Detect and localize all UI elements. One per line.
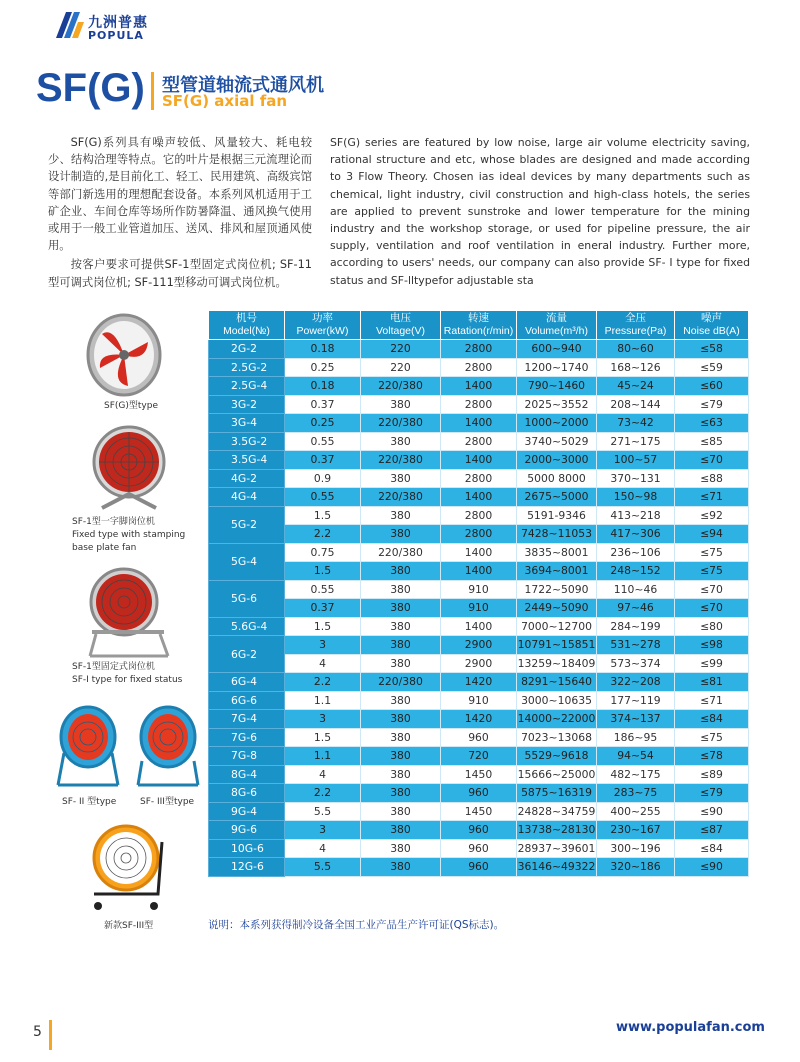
table-row <box>209 340 749 359</box>
model-cell: 12G-6 <box>209 858 285 877</box>
sf1-stamping-fan-image <box>88 424 170 510</box>
spec-table <box>208 310 749 877</box>
table-cell: 1420 <box>441 710 517 729</box>
model-cell: 5G-4 <box>209 543 285 580</box>
table-cell: 573~374 <box>597 654 675 673</box>
table-cell: 380 <box>361 506 441 525</box>
table-cell: 7428~11053 <box>517 525 597 544</box>
website-link[interactable]: www.populafan.com <box>616 1020 765 1035</box>
table-row <box>209 858 749 877</box>
table-row <box>209 691 749 710</box>
table-cell: 3000~10635 <box>517 691 597 710</box>
table-row <box>209 469 749 488</box>
sf2-fan-image <box>54 703 122 789</box>
table-cell: 24828~34759 <box>517 802 597 821</box>
intro-cn-paragraph-2: 按客户要求可提供SF-1型固定式岗位机; SF-11型可调式岗位机; SF-111型移动可调式岗位机。 <box>48 258 312 289</box>
table-row <box>209 543 749 562</box>
table-cell: 380 <box>361 469 441 488</box>
table-row <box>209 654 749 673</box>
table-cell: 220/380 <box>361 543 441 562</box>
table-cell: 380 <box>361 691 441 710</box>
table-cell: ≤99 <box>675 654 749 673</box>
table-cell: 2000~3000 <box>517 451 597 470</box>
table-cell: ≤80 <box>675 617 749 636</box>
table-cell: 2.2 <box>285 673 361 692</box>
logo-text-cn: 九洲普惠 <box>88 15 148 31</box>
table-cell: ≤84 <box>675 710 749 729</box>
table-cell: 2.2 <box>285 525 361 544</box>
sf1-stamping-caption-en-1: Fixed type with stamping <box>72 530 186 540</box>
table-cell: 380 <box>361 747 441 766</box>
table-cell: 3 <box>285 710 361 729</box>
table-cell: 2449~5090 <box>517 599 597 618</box>
table-cell: 300~196 <box>597 839 675 858</box>
table-cell: 2675~5000 <box>517 488 597 507</box>
sf1-fixed-caption-cn: SF-1型固定式岗位机 <box>72 662 155 672</box>
table-cell: 2.2 <box>285 784 361 803</box>
table-cell: 110~46 <box>597 580 675 599</box>
sf1-stamping-caption-cn: SF-1型一字脚岗位机 <box>72 517 155 527</box>
table-cell: 910 <box>441 580 517 599</box>
table-cell: 1400 <box>441 414 517 433</box>
table-cell: 220 <box>361 340 441 359</box>
table-cell: ≤70 <box>675 599 749 618</box>
header-noise: 噪声 Noise dB(A) <box>675 311 749 340</box>
table-cell: 168~126 <box>597 358 675 377</box>
table-cell: 1400 <box>441 377 517 396</box>
table-cell: 2800 <box>441 432 517 451</box>
table-cell: 0.55 <box>285 488 361 507</box>
table-cell: ≤90 <box>675 802 749 821</box>
table-row <box>209 636 749 655</box>
table-cell: 380 <box>361 525 441 544</box>
model-cell: 3G-4 <box>209 414 285 433</box>
model-cell: 8G-4 <box>209 765 285 784</box>
table-cell: ≤90 <box>675 858 749 877</box>
table-cell: ≤89 <box>675 765 749 784</box>
table-cell: 1400 <box>441 488 517 507</box>
table-cell: 380 <box>361 765 441 784</box>
table-cell: 220/380 <box>361 414 441 433</box>
table-row <box>209 451 749 470</box>
page-title-en: SF(G) axial fan <box>162 92 288 110</box>
table-cell: 5191-9346 <box>517 506 597 525</box>
sf2-caption: SF- II 型type <box>62 797 117 807</box>
table-cell: 320~186 <box>597 858 675 877</box>
table-row <box>209 710 749 729</box>
footer-divider <box>49 1020 52 1050</box>
intro-en: SF(G) series are featured by low noise, large air volume electricity saving, rational structure and etc, whose blades are designed and made according to 3 Flow Theory. Chosen ias ideal devices by many departments such as chemical, light industry, civil construction and high-class hotels, the series are applied to prevent sunstroke and lower temperature for the mining industry and the workshop storage, or used for pipeline pressure, the air supply, ventilation and roof ventilation in eneral industry. Further more, according to users' needs, our company can also provide SF- I type for fixed status and SF-lltypefor adjustable sta <box>330 136 750 287</box>
table-cell: 322~208 <box>597 673 675 692</box>
sf1-fixed-caption-en: SF-I type for fixed status <box>72 675 183 685</box>
table-cell: 5.5 <box>285 802 361 821</box>
table-cell: 13259~18409 <box>517 654 597 673</box>
table-cell: ≤63 <box>675 414 749 433</box>
table-cell: 960 <box>441 858 517 877</box>
table-cell: 2800 <box>441 358 517 377</box>
table-cell: 0.18 <box>285 340 361 359</box>
table-cell: 1.5 <box>285 506 361 525</box>
spec-table-container <box>208 310 748 877</box>
table-cell: 0.25 <box>285 414 361 433</box>
sf3-caption: SF- III型type <box>140 797 195 807</box>
table-cell: 380 <box>361 784 441 803</box>
model-cell: 5G-2 <box>209 506 285 543</box>
table-cell: 531~278 <box>597 636 675 655</box>
table-cell: 0.9 <box>285 469 361 488</box>
table-cell: 1400 <box>441 562 517 581</box>
table-cell: 2800 <box>441 469 517 488</box>
table-cell: 100~57 <box>597 451 675 470</box>
table-header-row <box>209 311 749 340</box>
table-cell: 380 <box>361 858 441 877</box>
table-cell: 230~167 <box>597 821 675 840</box>
model-cell: 10G-6 <box>209 839 285 858</box>
model-cell: 2.5G-2 <box>209 358 285 377</box>
table-cell: 73~42 <box>597 414 675 433</box>
table-cell: ≤98 <box>675 636 749 655</box>
table-cell: 5875~16319 <box>517 784 597 803</box>
model-cell: 4G-2 <box>209 469 285 488</box>
table-row <box>209 802 749 821</box>
model-cell: 7G-8 <box>209 747 285 766</box>
table-cell: 2800 <box>441 340 517 359</box>
table-cell: 4 <box>285 839 361 858</box>
table-cell: ≤70 <box>675 451 749 470</box>
table-cell: 2800 <box>441 395 517 414</box>
table-cell: 0.37 <box>285 599 361 618</box>
logo-mark-icon <box>52 8 86 42</box>
table-cell: ≤79 <box>675 395 749 414</box>
model-cell: 6G-4 <box>209 673 285 692</box>
table-cell: 13738~28130 <box>517 821 597 840</box>
table-cell: 271~175 <box>597 432 675 451</box>
table-row <box>209 377 749 396</box>
table-cell: 80~60 <box>597 340 675 359</box>
table-cell: 220/380 <box>361 488 441 507</box>
table-cell: 15666~25000 <box>517 765 597 784</box>
table-cell: ≤75 <box>675 562 749 581</box>
table-cell: 4 <box>285 765 361 784</box>
table-cell: ≤60 <box>675 377 749 396</box>
table-cell: ≤87 <box>675 821 749 840</box>
model-cell: 6G-2 <box>209 636 285 673</box>
table-cell: 3 <box>285 636 361 655</box>
page-number: 5 <box>33 1024 42 1040</box>
table-cell: 1450 <box>441 802 517 821</box>
table-cell: 960 <box>441 784 517 803</box>
table-cell: 380 <box>361 562 441 581</box>
table-cell: ≤71 <box>675 488 749 507</box>
table-cell: 910 <box>441 691 517 710</box>
table-cell: ≤70 <box>675 580 749 599</box>
table-row <box>209 617 749 636</box>
page-title-model: SF(G) <box>36 66 145 110</box>
table-cell: ≤81 <box>675 673 749 692</box>
header-power: 功率 Power(kW) <box>285 311 361 340</box>
table-row <box>209 728 749 747</box>
intro-cn-paragraph-1: SF(G)系列具有噪声较低、风量较大、耗电较少、结构洽理等特点。它的叶片是根据三元流理论而设计制造的,是目前化工、轻工、民用建筑、高级宾馆等部门新选用的理想配套设备。本系列风机适用于工矿企业、车间仓库等场所作防暑降温、通风换气使用或用于一般工业管道加压、送风、排风和屋顶通风使用。 <box>48 136 312 253</box>
table-cell: 374~137 <box>597 710 675 729</box>
table-cell: 380 <box>361 821 441 840</box>
table-cell: 790~1460 <box>517 377 597 396</box>
table-cell: 0.18 <box>285 377 361 396</box>
table-cell: 1000~2000 <box>517 414 597 433</box>
table-cell: 1722~5090 <box>517 580 597 599</box>
table-cell: 380 <box>361 599 441 618</box>
table-cell: ≤94 <box>675 525 749 544</box>
table-cell: 150~98 <box>597 488 675 507</box>
table-cell: 417~306 <box>597 525 675 544</box>
table-row <box>209 580 749 599</box>
table-cell: 220/380 <box>361 673 441 692</box>
company-logo <box>52 8 162 44</box>
table-cell: 0.75 <box>285 543 361 562</box>
table-cell: 2800 <box>441 506 517 525</box>
table-row <box>209 358 749 377</box>
table-cell: 380 <box>361 728 441 747</box>
table-cell: 380 <box>361 839 441 858</box>
model-cell: 2.5G-4 <box>209 377 285 396</box>
table-cell: 1420 <box>441 673 517 692</box>
table-cell: 720 <box>441 747 517 766</box>
table-cell: 2800 <box>441 525 517 544</box>
table-cell: 7023~13068 <box>517 728 597 747</box>
table-cell: 1.1 <box>285 747 361 766</box>
sf1-stamping-caption-en-2: base plate fan <box>72 543 137 553</box>
table-cell: 0.55 <box>285 432 361 451</box>
table-row <box>209 395 749 414</box>
table-cell: 1.5 <box>285 617 361 636</box>
model-cell: 3.5G-4 <box>209 451 285 470</box>
sfg-caption: SF(G)型type <box>104 401 158 411</box>
table-cell: 0.37 <box>285 451 361 470</box>
model-cell: 7G-6 <box>209 728 285 747</box>
header-voltage: 电压 Voltage(V) <box>361 311 441 340</box>
table-row <box>209 506 749 525</box>
table-cell: 380 <box>361 636 441 655</box>
table-cell: 1400 <box>441 617 517 636</box>
table-cell: 5000 8000 <box>517 469 597 488</box>
table-row <box>209 784 749 803</box>
table-row <box>209 765 749 784</box>
table-cell: 960 <box>441 839 517 858</box>
table-cell: 1200~1740 <box>517 358 597 377</box>
new-sf3-fan-image <box>88 822 168 914</box>
model-cell: 7G-4 <box>209 710 285 729</box>
table-row <box>209 525 749 544</box>
table-cell: 94~54 <box>597 747 675 766</box>
table-cell: ≤88 <box>675 469 749 488</box>
table-cell: 5.5 <box>285 858 361 877</box>
sf3-fan-image <box>134 703 202 789</box>
table-cell: ≤75 <box>675 728 749 747</box>
logo-text-en: POPULA <box>88 29 144 42</box>
table-cell: 2900 <box>441 636 517 655</box>
model-cell: 9G-4 <box>209 802 285 821</box>
table-cell: 4 <box>285 654 361 673</box>
table-cell: 248~152 <box>597 562 675 581</box>
table-row <box>209 821 749 840</box>
table-row <box>209 839 749 858</box>
table-cell: ≤79 <box>675 784 749 803</box>
table-cell: 220 <box>361 358 441 377</box>
table-cell: ≤71 <box>675 691 749 710</box>
table-cell: 380 <box>361 395 441 414</box>
table-cell: 36146~49322 <box>517 858 597 877</box>
page-title-cn: 型管道轴流式通风机 <box>162 75 324 96</box>
table-cell: 1450 <box>441 765 517 784</box>
sfg-fan-image <box>84 312 164 398</box>
table-cell: 236~106 <box>597 543 675 562</box>
table-cell: 600~940 <box>517 340 597 359</box>
table-cell: 45~24 <box>597 377 675 396</box>
table-cell: 8291~15640 <box>517 673 597 692</box>
table-cell: 5529~9618 <box>517 747 597 766</box>
table-cell: 3835~8001 <box>517 543 597 562</box>
model-cell: 4G-4 <box>209 488 285 507</box>
table-cell: 380 <box>361 580 441 599</box>
table-cell: ≤84 <box>675 839 749 858</box>
table-cell: 186~95 <box>597 728 675 747</box>
model-cell: 5G-6 <box>209 580 285 617</box>
table-cell: 3740~5029 <box>517 432 597 451</box>
table-cell: 1.1 <box>285 691 361 710</box>
model-cell: 2G-2 <box>209 340 285 359</box>
sf1-fixed-fan-image <box>82 566 174 658</box>
model-cell: 5.6G-4 <box>209 617 285 636</box>
certification-note: 说明：本系列获得制冷设备全国工业产品生产许可证(QS标志)。 <box>208 919 505 931</box>
intro-cn <box>48 134 312 293</box>
table-cell: 2900 <box>441 654 517 673</box>
table-cell: 177~119 <box>597 691 675 710</box>
table-cell: 380 <box>361 654 441 673</box>
table-cell: 220/380 <box>361 377 441 396</box>
table-cell: 284~199 <box>597 617 675 636</box>
model-cell: 3.5G-2 <box>209 432 285 451</box>
table-cell: 2025~3552 <box>517 395 597 414</box>
table-cell: ≤59 <box>675 358 749 377</box>
header-volume: 流量 Volume(m³/h) <box>517 311 597 340</box>
header-rotation: 转速 Ratation(r/min) <box>441 311 517 340</box>
table-cell: 960 <box>441 821 517 840</box>
table-cell: ≤58 <box>675 340 749 359</box>
model-cell: 8G-6 <box>209 784 285 803</box>
table-cell: 0.55 <box>285 580 361 599</box>
table-cell: 910 <box>441 599 517 618</box>
title-divider <box>151 72 154 110</box>
table-cell: ≤75 <box>675 543 749 562</box>
new-sf3-caption: 新款SF-III型 <box>104 921 154 931</box>
model-cell: 6G-6 <box>209 691 285 710</box>
table-cell: 220/380 <box>361 451 441 470</box>
table-cell: ≤78 <box>675 747 749 766</box>
table-cell: 208~144 <box>597 395 675 414</box>
table-cell: 3 <box>285 821 361 840</box>
header-model: 机号 Model(№) <box>209 311 285 340</box>
table-cell: 28937~39601 <box>517 839 597 858</box>
table-row <box>209 432 749 451</box>
table-cell: 400~255 <box>597 802 675 821</box>
table-cell: 10791~15851 <box>517 636 597 655</box>
table-row <box>209 562 749 581</box>
table-cell: 283~75 <box>597 784 675 803</box>
table-cell: 0.25 <box>285 358 361 377</box>
table-cell: 960 <box>441 728 517 747</box>
table-cell: 380 <box>361 710 441 729</box>
table-cell: 97~46 <box>597 599 675 618</box>
table-row <box>209 747 749 766</box>
table-cell: ≤85 <box>675 432 749 451</box>
table-cell: ≤92 <box>675 506 749 525</box>
table-cell: 370~131 <box>597 469 675 488</box>
table-row <box>209 673 749 692</box>
table-cell: 380 <box>361 432 441 451</box>
table-row <box>209 488 749 507</box>
header-pressure: 全压 Pressure(Pa) <box>597 311 675 340</box>
table-cell: 1400 <box>441 451 517 470</box>
table-cell: 1.5 <box>285 728 361 747</box>
table-cell: 380 <box>361 617 441 636</box>
table-cell: 7000~12700 <box>517 617 597 636</box>
model-cell: 3G-2 <box>209 395 285 414</box>
table-cell: 0.37 <box>285 395 361 414</box>
model-cell: 9G-6 <box>209 821 285 840</box>
table-cell: 3694~8001 <box>517 562 597 581</box>
table-row <box>209 599 749 618</box>
table-cell: 482~175 <box>597 765 675 784</box>
table-cell: 1400 <box>441 543 517 562</box>
table-row <box>209 414 749 433</box>
table-cell: 380 <box>361 802 441 821</box>
table-cell: 14000~22000 <box>517 710 597 729</box>
table-cell: 413~218 <box>597 506 675 525</box>
table-cell: 1.5 <box>285 562 361 581</box>
